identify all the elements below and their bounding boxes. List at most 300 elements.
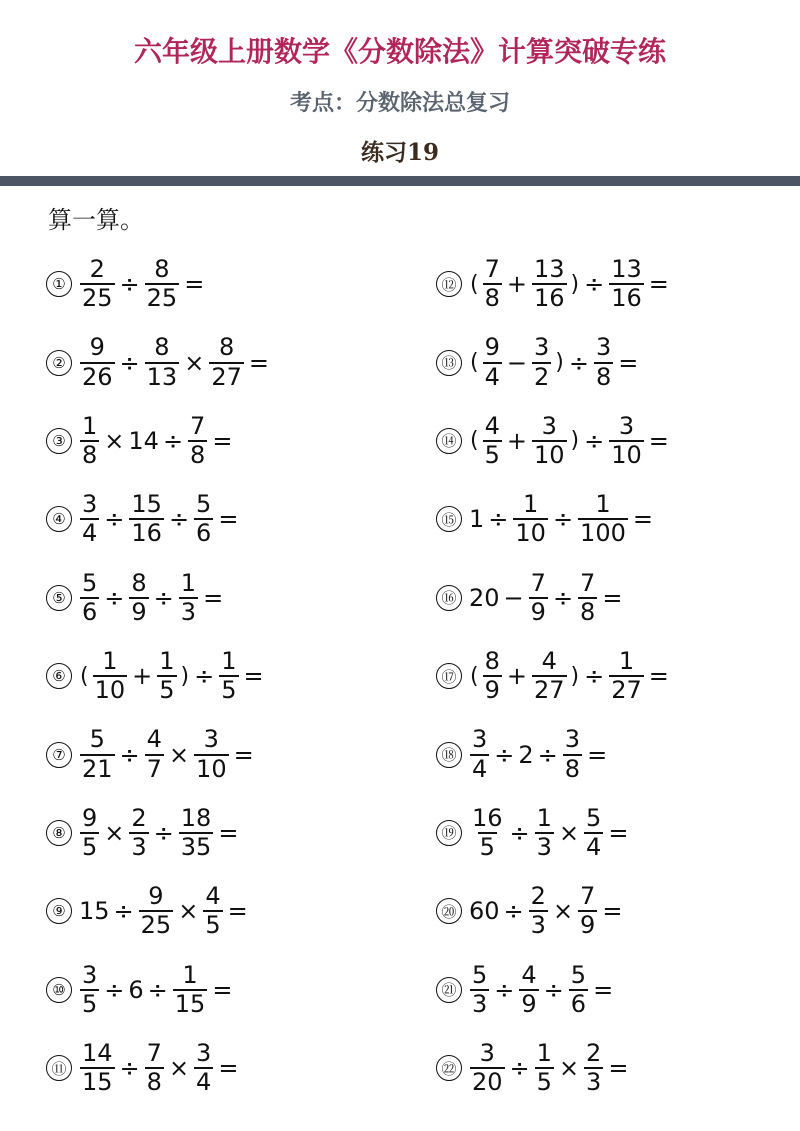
divide-sign: ÷ [494, 975, 515, 1004]
equals-sign: = [648, 270, 669, 299]
fraction-denominator: 5 [159, 676, 175, 705]
equals-sign: = [593, 975, 614, 1004]
problem-number: ⑨ [46, 898, 72, 924]
problem-number: ⑫ [436, 271, 462, 297]
problem-expression [468, 884, 625, 938]
fraction [129, 568, 148, 626]
fraction [535, 1038, 554, 1097]
problem-expression [468, 257, 672, 311]
fraction-denominator: 5 [205, 911, 221, 940]
fraction [483, 257, 502, 311]
fraction-numerator: 4 [146, 725, 162, 754]
problem-item [436, 715, 672, 793]
fraction-numerator: 3 [618, 411, 635, 440]
divide-sign: ÷ [543, 975, 564, 1004]
problem-expression [78, 411, 235, 469]
fraction [584, 1038, 603, 1097]
problem-item [46, 1029, 272, 1107]
problem-item [436, 480, 672, 558]
problem-number: ④ [46, 506, 72, 532]
fraction-denominator: 10 [533, 440, 565, 469]
fraction-denominator: 8 [484, 284, 500, 313]
fraction [80, 1038, 115, 1097]
fraction-numerator: 9 [82, 803, 98, 832]
fraction-denominator: 4 [82, 519, 98, 548]
fraction-numerator: 5 [472, 960, 488, 989]
divide-sign: ÷ [509, 818, 530, 847]
problem-expression [468, 1038, 631, 1097]
problem-item [46, 402, 272, 480]
fraction-denominator: 5 [82, 989, 98, 1018]
fraction-denominator: 20 [472, 1068, 503, 1097]
problem-expression [78, 884, 251, 938]
fraction [529, 884, 548, 938]
close-paren: ) [570, 271, 580, 297]
equals-sign: = [218, 505, 239, 534]
fraction-denominator: 5 [484, 440, 500, 469]
divide-sign: ÷ [119, 348, 140, 377]
problem-number: ⑧ [46, 820, 72, 846]
fraction-denominator: 3 [180, 597, 197, 626]
fraction [594, 335, 613, 389]
problem-expression [78, 803, 241, 861]
problem-number: ⑲ [436, 820, 462, 846]
divide-sign: ÷ [168, 505, 190, 534]
practice-label: 练习19 [360, 139, 439, 166]
problem-item [46, 480, 272, 558]
equals-sign: = [203, 583, 224, 612]
whole-number: 1 [469, 505, 485, 534]
fraction-denominator: 10 [515, 519, 546, 548]
fraction-numerator: 3 [472, 725, 488, 754]
fraction-numerator: 3 [533, 333, 550, 362]
fraction-numerator: 1 [536, 1038, 552, 1067]
fraction [173, 960, 208, 1018]
fraction-denominator: 6 [196, 519, 212, 548]
divide-sign: ÷ [552, 505, 574, 534]
fraction [219, 646, 238, 705]
problem-expression [78, 646, 267, 705]
fraction [532, 646, 567, 705]
multiply-sign: × [104, 818, 125, 847]
divide-sign: ÷ [113, 897, 134, 926]
open-paren: ( [470, 350, 479, 376]
fraction [483, 646, 502, 705]
fraction-denominator: 21 [82, 754, 113, 783]
divide-sign: ÷ [494, 740, 515, 769]
equals-sign: = [233, 740, 254, 769]
fraction-denominator: 15 [82, 1068, 113, 1097]
fraction-denominator: 8 [82, 440, 98, 469]
whole-number: 20 [469, 583, 500, 612]
fraction [194, 1038, 213, 1097]
fraction-denominator: 3 [472, 989, 488, 1018]
fraction [179, 568, 198, 626]
problem-item [436, 402, 672, 480]
equals-sign: = [184, 270, 205, 299]
whole-number: 60 [469, 897, 500, 926]
fraction [145, 257, 180, 311]
equals-sign: = [648, 662, 669, 691]
fraction [157, 646, 176, 705]
problem-item [46, 872, 272, 950]
problem-expression [468, 411, 672, 469]
problem-item [46, 323, 272, 401]
equals-sign: = [227, 897, 248, 926]
fraction [470, 727, 489, 781]
fraction-numerator: 3 [595, 333, 612, 362]
fraction-denominator: 4 [472, 754, 488, 783]
fraction [194, 727, 229, 781]
fraction-denominator: 4 [196, 1068, 212, 1097]
fraction-numerator: 5 [570, 960, 587, 989]
equals-sign: = [602, 583, 623, 612]
open-paren: ( [470, 663, 479, 689]
divide-sign: ÷ [584, 270, 605, 299]
fraction-numerator: 1 [618, 646, 635, 675]
fraction-numerator: 14 [82, 1038, 113, 1067]
fraction-numerator: 5 [89, 725, 105, 754]
fraction-numerator: 4 [484, 411, 500, 440]
problem-expression [468, 960, 616, 1018]
fraction-numerator: 7 [190, 411, 206, 440]
problem-number: ⑪ [46, 1055, 72, 1081]
fraction-denominator: 3 [530, 911, 546, 940]
fraction [578, 568, 597, 626]
multiply-sign: × [168, 1054, 190, 1083]
fraction-numerator: 9 [89, 333, 105, 362]
equals-sign: = [218, 1054, 239, 1083]
fraction [584, 803, 603, 861]
problem-number: ① [46, 271, 72, 297]
problem-expression [78, 960, 235, 1018]
fraction [203, 884, 222, 938]
minus-sign: − [506, 348, 527, 377]
problem-expression [468, 492, 656, 546]
problem-item [436, 637, 672, 715]
worksheet-subtitle: 考点：分数除法总复习 [289, 91, 510, 116]
fraction-denominator: 5 [82, 832, 98, 861]
fraction-numerator: 16 [472, 803, 503, 832]
problem-item [436, 794, 672, 872]
fraction-denominator: 4 [484, 362, 500, 391]
fraction-numerator: 9 [484, 333, 500, 362]
fraction [609, 257, 644, 311]
fraction-denominator: 16 [611, 284, 642, 313]
fraction-numerator: 1 [595, 490, 611, 519]
fraction-denominator: 10 [611, 440, 642, 469]
fraction [532, 335, 551, 389]
fraction-denominator: 6 [82, 597, 98, 626]
multiply-sign: × [184, 348, 205, 377]
fraction-denominator: 13 [146, 362, 178, 391]
multiply-sign: × [178, 897, 199, 926]
fraction-numerator: 5 [196, 490, 212, 519]
fraction-numerator: 8 [131, 568, 147, 597]
problem-number: ⑭ [436, 428, 462, 454]
fraction-numerator: 3 [479, 1038, 495, 1067]
fraction-denominator: 25 [82, 284, 113, 313]
multiply-sign: × [558, 1054, 580, 1083]
fraction [483, 411, 502, 469]
fraction [470, 960, 489, 1018]
fraction [513, 492, 548, 546]
fraction [470, 803, 505, 861]
fraction-numerator: 3 [82, 490, 98, 519]
minus-sign: − [503, 583, 524, 612]
equals-sign: = [608, 1054, 629, 1083]
problem-item [46, 951, 272, 1029]
fraction [569, 960, 588, 1018]
fraction [129, 492, 164, 546]
problem-expression [468, 335, 641, 389]
fraction-denominator: 2 [533, 362, 550, 391]
plus-sign: + [506, 662, 527, 691]
fraction [80, 335, 115, 389]
fraction-numerator: 13 [611, 255, 642, 283]
fraction-denominator: 16 [533, 284, 565, 313]
problem-expression [468, 646, 672, 705]
fraction-numerator: 1 [159, 646, 175, 675]
fraction-denominator: 8 [190, 440, 206, 469]
fraction [483, 335, 502, 389]
plus-sign: + [132, 662, 153, 691]
divide-sign: ÷ [153, 818, 174, 847]
fraction-numerator: 5 [586, 803, 602, 832]
problem-column-left [46, 245, 272, 1107]
equals-sign: = [648, 426, 669, 455]
problem-number: ⑬ [436, 350, 462, 376]
problem-expression [78, 1038, 241, 1097]
fraction [80, 492, 99, 546]
multiply-sign: × [552, 897, 574, 926]
open-paren: ( [80, 663, 89, 689]
multiply-sign: × [558, 818, 580, 847]
multiply-sign: × [104, 426, 125, 455]
fraction-denominator: 100 [580, 519, 626, 548]
fraction [532, 411, 567, 469]
fraction-denominator: 5 [536, 1068, 552, 1097]
fraction [80, 803, 99, 861]
whole-number: 2 [518, 740, 534, 769]
equals-sign: = [608, 818, 629, 847]
fraction-numerator: 7 [580, 882, 596, 911]
equals-sign: = [632, 505, 653, 534]
fraction-numerator: 8 [484, 646, 500, 675]
equals-sign: = [587, 740, 608, 769]
fraction [194, 492, 213, 546]
fraction-denominator: 27 [211, 362, 242, 391]
fraction-denominator: 5 [479, 832, 495, 861]
close-paren: ) [555, 350, 564, 376]
fraction-denominator: 3 [536, 832, 552, 861]
fraction-denominator: 4 [586, 832, 602, 861]
fraction [179, 803, 214, 861]
equals-sign: = [218, 818, 239, 847]
problem-item [436, 951, 672, 1029]
problem-expression [468, 803, 631, 861]
divide-sign: ÷ [584, 426, 605, 455]
header-divider [0, 176, 800, 186]
problem-number: ⑳ [436, 898, 462, 924]
divide-sign: ÷ [104, 975, 125, 1004]
fraction-numerator: 2 [131, 803, 147, 832]
whole-number: 6 [128, 975, 144, 1004]
fraction [532, 257, 567, 311]
fraction-denominator: 27 [611, 676, 642, 705]
fraction [80, 568, 99, 626]
problem-expression [468, 568, 625, 626]
divide-sign: ÷ [147, 975, 168, 1004]
divide-sign: ÷ [194, 662, 215, 691]
fraction [145, 335, 180, 389]
equals-sign: = [243, 662, 264, 691]
fraction-denominator: 10 [94, 676, 126, 705]
fraction-denominator: 10 [196, 754, 227, 783]
problem-item [46, 245, 272, 323]
fraction-numerator: 7 [146, 1038, 162, 1067]
problem-number: ⑥ [46, 663, 72, 689]
fraction [563, 727, 582, 781]
fraction [609, 646, 644, 705]
fraction-denominator: 3 [131, 832, 147, 861]
divide-sign: ÷ [153, 583, 174, 612]
fraction-denominator: 16 [131, 519, 162, 548]
divide-sign: ÷ [537, 740, 558, 769]
fraction [209, 335, 244, 389]
instruction-text: 算一算。 [48, 206, 144, 234]
problem-number: ⑱ [436, 742, 462, 768]
divide-sign: ÷ [104, 583, 125, 612]
fraction-denominator: 35 [180, 832, 212, 861]
divide-sign: ÷ [503, 897, 524, 926]
problem-item [436, 245, 672, 323]
fraction-denominator: 5 [221, 676, 237, 705]
problem-column-right [436, 245, 672, 1107]
fraction-denominator: 6 [570, 989, 587, 1018]
problem-number: ⑤ [46, 585, 72, 611]
problem-item [46, 637, 272, 715]
fraction [578, 884, 597, 938]
fraction-numerator: 3 [82, 960, 98, 989]
equals-sign: = [248, 348, 269, 377]
fraction-numerator: 4 [541, 646, 557, 675]
divide-sign: ÷ [119, 740, 140, 769]
divide-sign: ÷ [552, 583, 574, 612]
fraction-denominator: 8 [146, 1068, 162, 1097]
fraction [145, 1038, 164, 1097]
problem-item [436, 872, 672, 950]
worksheet-title: 六年级上册数学《分数除法》计算突破专练 [133, 35, 666, 68]
fraction [535, 803, 554, 861]
fraction-numerator: 8 [154, 255, 170, 283]
fraction [188, 411, 207, 469]
problem-number: ② [46, 350, 72, 376]
problem-number: ⑰ [436, 663, 462, 689]
fraction-numerator: 2 [530, 882, 546, 911]
fraction-denominator: 9 [530, 597, 546, 626]
fraction [145, 727, 164, 781]
fraction [519, 960, 538, 1018]
problem-number: ⑯ [436, 585, 462, 611]
problem-item [436, 323, 672, 401]
plus-sign: + [506, 426, 527, 455]
problem-expression [78, 727, 257, 781]
divide-sign: ÷ [568, 348, 589, 377]
fraction-denominator: 27 [533, 676, 565, 705]
fraction-numerator: 8 [154, 333, 170, 362]
divide-sign: ÷ [584, 662, 605, 691]
fraction-numerator: 7 [530, 568, 546, 597]
equals-sign: = [618, 348, 639, 377]
fraction-denominator: 9 [580, 911, 596, 940]
fraction-denominator: 7 [146, 754, 162, 783]
problem-item [436, 1029, 672, 1107]
fraction-denominator: 15 [174, 989, 206, 1018]
open-paren: ( [470, 271, 479, 297]
fraction-numerator: 8 [218, 333, 235, 362]
fraction-numerator: 4 [205, 882, 221, 911]
fraction-numerator: 3 [564, 725, 581, 754]
fraction-numerator: 1 [182, 960, 198, 989]
fraction-numerator: 13 [533, 255, 565, 283]
fraction-numerator: 18 [180, 803, 212, 832]
fraction [529, 568, 548, 626]
fraction [80, 257, 115, 311]
equals-sign: = [602, 897, 623, 926]
fraction-numerator: 1 [523, 490, 539, 519]
fraction-denominator: 25 [146, 284, 178, 313]
plus-sign: + [506, 270, 527, 299]
fraction-denominator: 9 [484, 676, 500, 705]
fraction-numerator: 1 [180, 568, 197, 597]
divide-sign: ÷ [509, 1054, 530, 1083]
fraction-numerator: 1 [82, 411, 98, 440]
problem-number: ⑩ [46, 977, 72, 1003]
fraction-numerator: 5 [82, 568, 98, 597]
problem-item [436, 559, 672, 637]
problem-number: ⑮ [436, 506, 462, 532]
problem-number: ⑦ [46, 742, 72, 768]
whole-number: 14 [128, 426, 159, 455]
fraction-denominator: 26 [82, 362, 113, 391]
fraction [578, 492, 628, 546]
close-paren: ) [570, 663, 580, 689]
fraction-denominator: 8 [595, 362, 612, 391]
fraction-numerator: 1 [536, 803, 552, 832]
fraction [470, 1038, 505, 1097]
problem-expression [78, 257, 207, 311]
fraction-denominator: 3 [586, 1068, 602, 1097]
fraction-numerator: 2 [586, 1038, 602, 1067]
fraction [129, 803, 148, 861]
fraction-denominator: 25 [140, 911, 172, 940]
fraction-numerator: 7 [484, 255, 500, 283]
fraction-denominator: 8 [564, 754, 581, 783]
fraction-denominator: 9 [131, 597, 147, 626]
fraction-numerator: 4 [521, 960, 537, 989]
problem-item [46, 794, 272, 872]
fraction-numerator: 9 [148, 882, 164, 911]
fraction-numerator: 3 [541, 411, 557, 440]
fraction [139, 884, 174, 938]
fraction-numerator: 3 [196, 1038, 212, 1067]
multiply-sign: × [168, 740, 190, 769]
problem-number: ㉒ [436, 1055, 462, 1081]
fraction-numerator: 1 [102, 646, 118, 675]
whole-number: 15 [79, 897, 110, 926]
divide-sign: ÷ [119, 1054, 140, 1083]
